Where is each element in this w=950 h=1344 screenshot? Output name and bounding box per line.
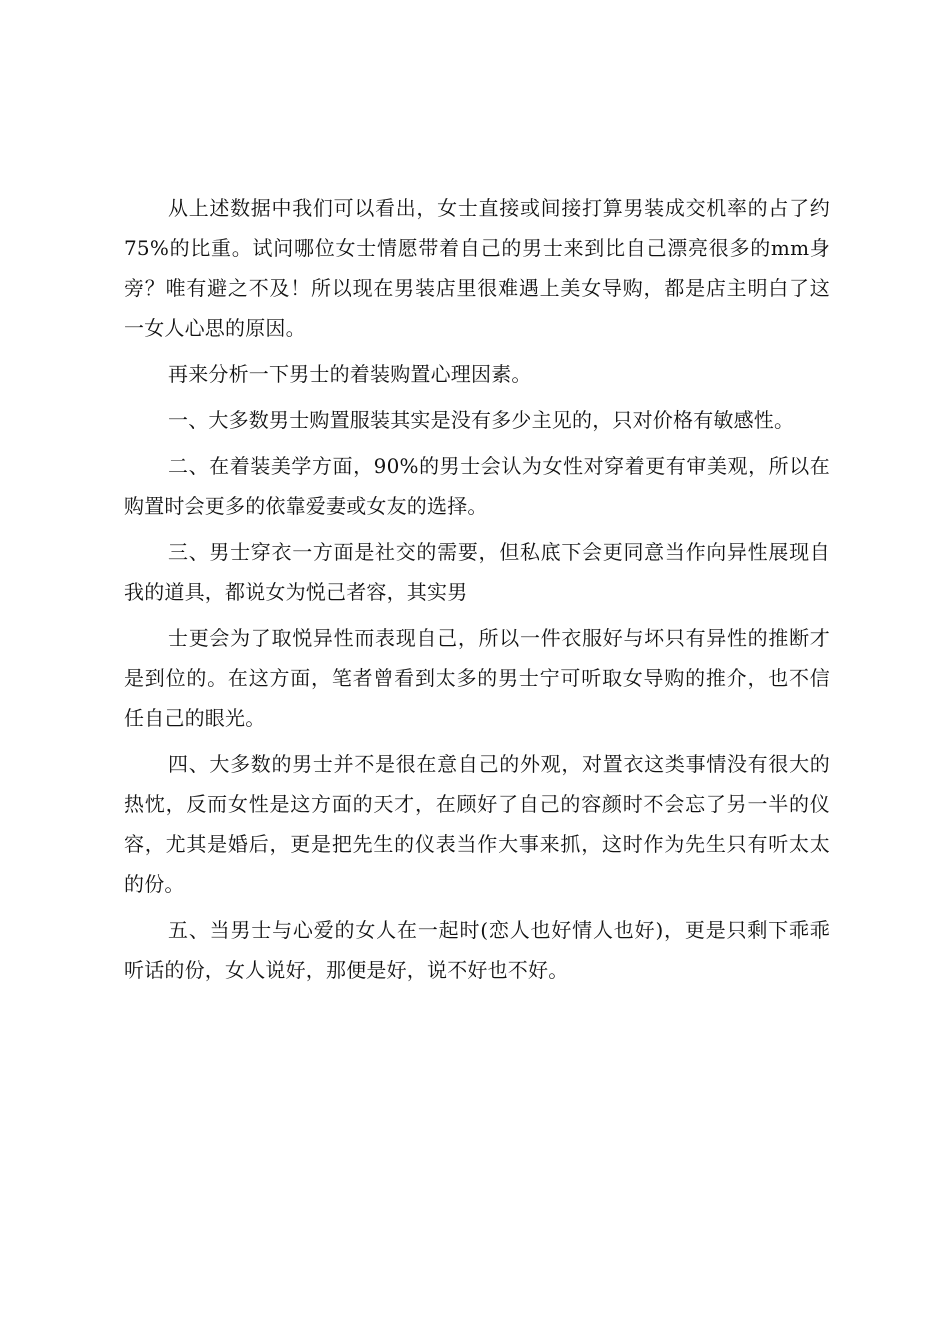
paragraph-point-five: 五、当男士与心爱的女人在一起时(恋人也好情人也好)，更是只剩下乖乖听话的份，女人说好，那便是好，说不好也不好。 [124, 918, 830, 982]
paragraph-point-three: 三、男士穿衣一方面是社交的需要，但私底下会更同意当作向异性展现自我的道具，都说女为悦己者容，其实男 [124, 540, 830, 604]
paragraph-intro-men-psychology: 再来分析一下男士的着装购置心理因素。 [168, 362, 532, 386]
paragraph-data-analysis: 从上述数据中我们可以看出，女士直接或间接打算男装成交机率的占了约75%的比重。试问哪位女士情愿带着自己的男士来到比自己漂亮很多的mm身旁？唯有避之不及！所以现在男装店里很难遇上美女导购，都是店主明白了这一女人心思的原因。 [124, 196, 830, 340]
paragraph-point-three-continued: 士更会为了取悦异性而表现自己，所以一件衣服好与坏只有异性的推断才是到位的。在这方面，笔者曾看到太多的男士宁可听取女导购的推介，也不信任自己的眼光。 [124, 626, 830, 730]
document-body [124, 188, 830, 990]
paragraph-point-two: 二、在着装美学方面，90%的男士会认为女性对穿着更有审美观，所以在购置时会更多的依靠爱妻或女友的选择。 [124, 454, 830, 518]
paragraph-point-one: 一、大多数男士购置服装其实是没有多少主见的，只对价格有敏感性。 [168, 408, 795, 432]
paragraph-point-four: 四、大多数的男士并不是很在意自己的外观，对置衣这类事情没有很大的热忱，反而女性是这方面的天才，在顾好了自己的容颜时不会忘了另一半的仪容，尤其是婚后，更是把先生的仪表当作大事来抓，这时作为先生只有听太太的份。 [124, 752, 830, 896]
